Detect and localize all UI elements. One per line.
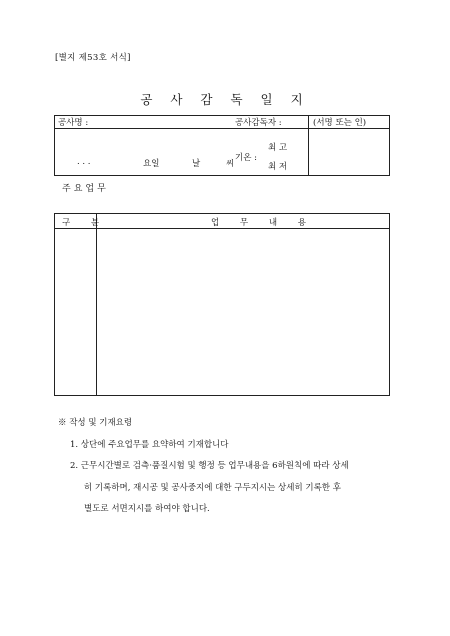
signature-label: (서명 또는 인) — [313, 118, 367, 128]
instruction-item-continued: 히 기록하며, 재시공 및 공사중지에 대한 구두지시는 상세히 기록한 후 — [84, 482, 341, 493]
date-dots: . . . — [77, 157, 91, 167]
document-title: 공 사 감 독 일 지 — [140, 92, 310, 107]
temp-min-label: 최 저 — [268, 162, 288, 172]
duties-table — [54, 213, 390, 396]
instruction-item-continued: 별도로 서면지시를 하여야 합니다. — [84, 504, 210, 514]
main-duties-label: 주요업무 — [62, 184, 109, 194]
instruction-item: 2. 근무시간별로 검측·품질시험 및 행정 등 업무내용을 6하원칙에 따라 상세 — [70, 461, 349, 471]
instructions-block — [58, 413, 349, 521]
signature-column-divider — [308, 116, 309, 175]
project-name-label: 공사명 : — [58, 118, 89, 128]
temp-max-label: 최 고 — [268, 143, 288, 153]
header-row-divider — [55, 128, 389, 129]
weather-label: 날 — [192, 159, 201, 169]
weekday-label: 요일 — [143, 159, 160, 169]
header-info-box — [54, 115, 390, 176]
table-column-divider — [96, 214, 97, 395]
column-header-content: 업 무 내 용 — [211, 218, 315, 228]
temperature-label: 기온 : — [235, 153, 257, 163]
instructions-heading: ※ 작성 및 기재요령 — [58, 418, 133, 428]
instruction-item: 1. 상단에 주요업무를 요약하여 기재합니다 — [70, 439, 229, 450]
supervisor-label: 공사감독자 : — [235, 118, 282, 128]
form-id-label: [별지 제53호 서식] — [55, 53, 131, 63]
table-header-divider — [55, 228, 389, 229]
column-header-category: 구 분 — [62, 218, 109, 228]
weather-suffix: 씨 — [226, 159, 235, 169]
